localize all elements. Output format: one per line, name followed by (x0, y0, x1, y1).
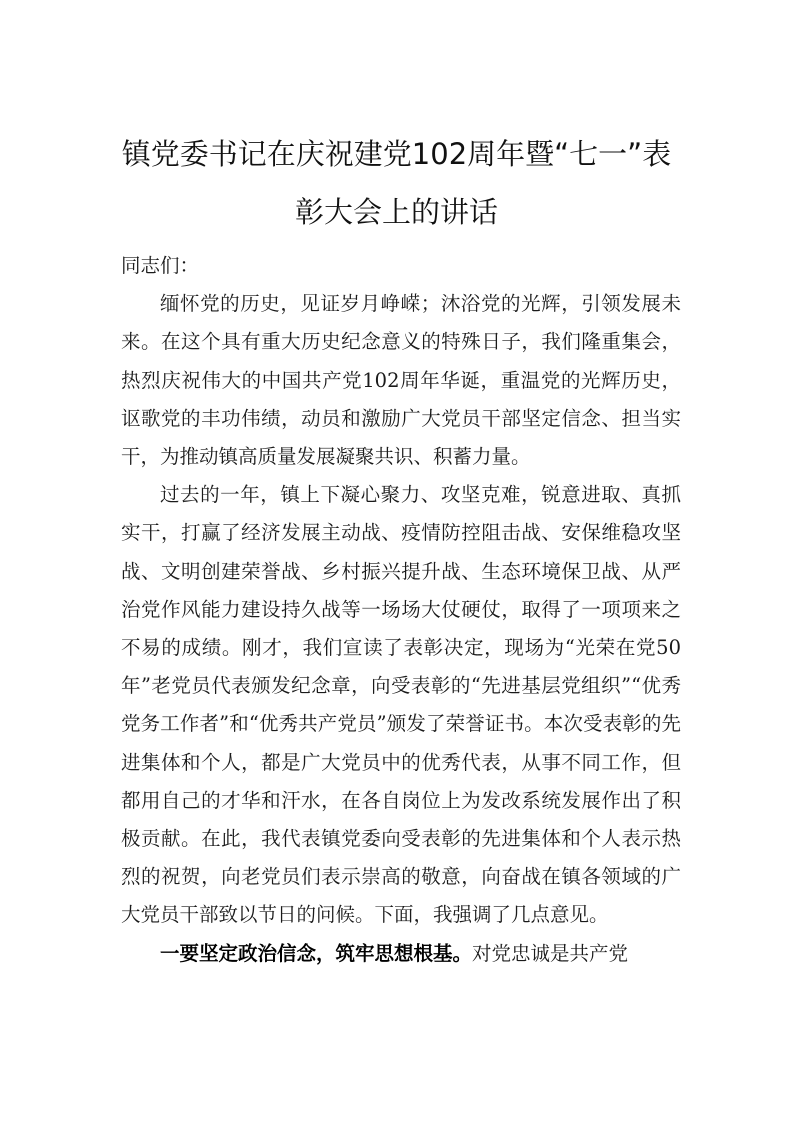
document-body (121, 247, 681, 973)
document-title-line-1: 镇党委书记在庆祝建党102周年暨“七一”表 (121, 137, 672, 171)
paragraph-3-text: 对党忠诚是共产党 (472, 941, 629, 965)
paragraph-3-heading: 一要坚定政治信念，筑牢思想根基。 (160, 941, 473, 965)
document-title-line-2: 彰大会上的讲话 (294, 195, 498, 229)
paragraph-1: 缅怀党的历史，见证岁月峥嵘；沐浴党的光辉，引领发展未来。在这个具有重大历史纪念意义的特殊日子，我们隆重集会，热烈庆祝伟大的中国共产党102周年华诞，重温党的光辉历史，讴歌党的丰功伟绩，动员和激励广大党员干部坚定信念、担当实干，为推动镇高质量发展凝聚共识、积蓄力量。 (121, 292, 681, 469)
greeting: 同志们： (121, 254, 200, 277)
paragraph-2: 过去的一年，镇上下凝心聚力、攻坚克难，锐意进取、真抓实干，打赢了经济发展主动战、疫情防控阻击战、安保维稳攻坚战、文明创建荣誉战、乡村振兴提升战、生态环境保卫战、从严治党作风能力建设持久战等一场场大仗硬仗，取得了一项项来之不易的成绩。刚才，我们宣读了表彰决定，现场为“光荣在党50年”老党员代表颁发纪念章，向受表彰的“先进基层党组织”“优秀党务工作者”和“优秀共产党员”颁发了荣誉证书。本次受表彰的先进集体和个人，都是广大党员中的优秀代表，从事不同工作，但都用自己的才华和汗水，在各自岗位上为发改系统发展作出了积极贡献。在此，我代表镇党委向受表彰的先进集体和个人表示热烈的祝贺，向老党员们表示崇高的敬意，向奋战在镇各领域的广大党员干部致以节日的问候。下面，我强调了几点意见。 (121, 483, 681, 927)
paragraph-3 (121, 935, 681, 973)
